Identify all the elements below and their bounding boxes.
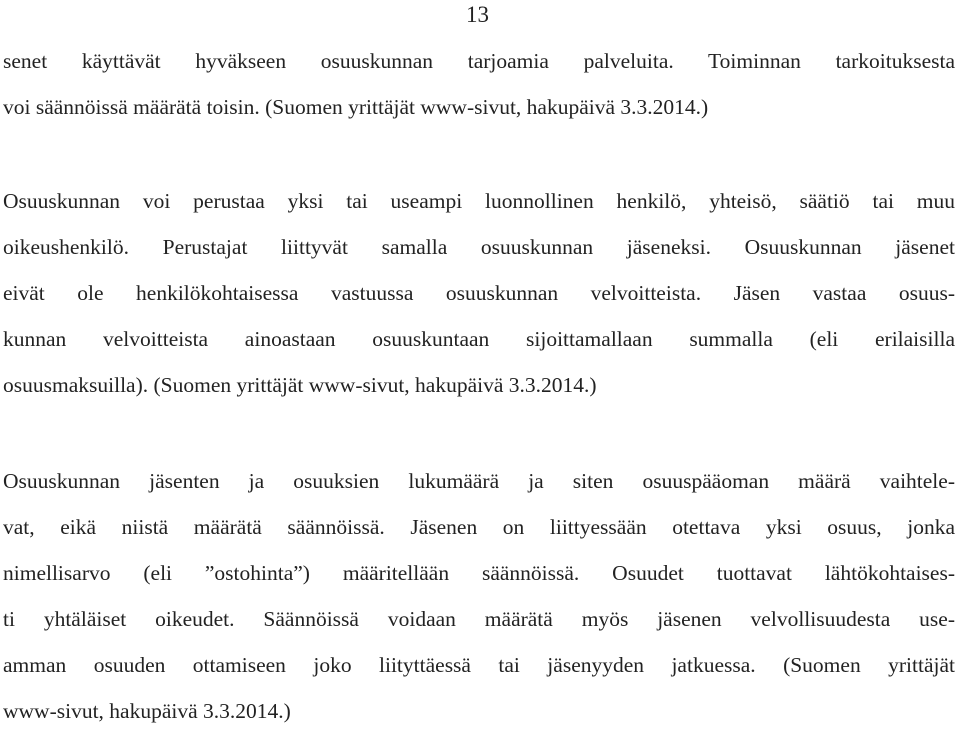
text-line: osuusmaksuilla). (Suomen yrittäjät www-sivut, hakupäivä 3.3.2014.) (3, 373, 597, 397)
text-line: senet käyttävät hyväkseen osuuskunnan tarjoamia palveluita. Toiminnan tarkoituksesta (3, 49, 955, 73)
text-line: Osuuskunnan jäsenten ja osuuksien lukumäärä ja siten osuuspääoman määrä vaihtele- (3, 469, 955, 493)
text-line: www-sivut, hakupäivä 3.3.2014.) (3, 699, 291, 723)
text-line: Osuuskunnan voi perustaa yksi tai useampi luonnollinen henkilö, yhteisö, säätiö tai muu (3, 189, 955, 213)
paragraph (3, 178, 955, 408)
text-line: vat, eikä niistä määrätä säännöissä. Jäsenen on liittyessään otettava yksi osuus, jonka (3, 515, 955, 539)
text-line: kunnan velvoitteista ainoastaan osuuskuntaan sijoittamallaan summalla (eli erilaisilla (3, 327, 955, 351)
text-line: ti yhtäläiset oikeudet. Säännöissä voidaan määrätä myös jäsenen velvollisuudesta use- (3, 607, 955, 631)
text-line: amman osuuden ottamiseen joko liityttäessä tai jäsenyyden jatkuessa. (Suomen yrittäjät (3, 653, 955, 677)
text-line: nimellisarvo (eli ”ostohinta”) määritellään säännöissä. Osuudet tuottavat lähtökohtaises- (3, 561, 955, 585)
text-line: voi säännöissä määrätä toisin. (Suomen yrittäjät www-sivut, hakupäivä 3.3.2014.) (3, 95, 709, 119)
paragraph (3, 38, 955, 130)
paragraph (3, 458, 955, 734)
text-line: eivät ole henkilökohtaisessa vastuussa osuuskunnan velvoitteista. Jäsen vastaa osuus- (3, 281, 955, 305)
page-number: 13 (466, 2, 489, 27)
text-line: oikeushenkilö. Perustajat liittyvät samalla osuuskunnan jäseneksi. Osuuskunnan jäsenet (3, 235, 955, 259)
